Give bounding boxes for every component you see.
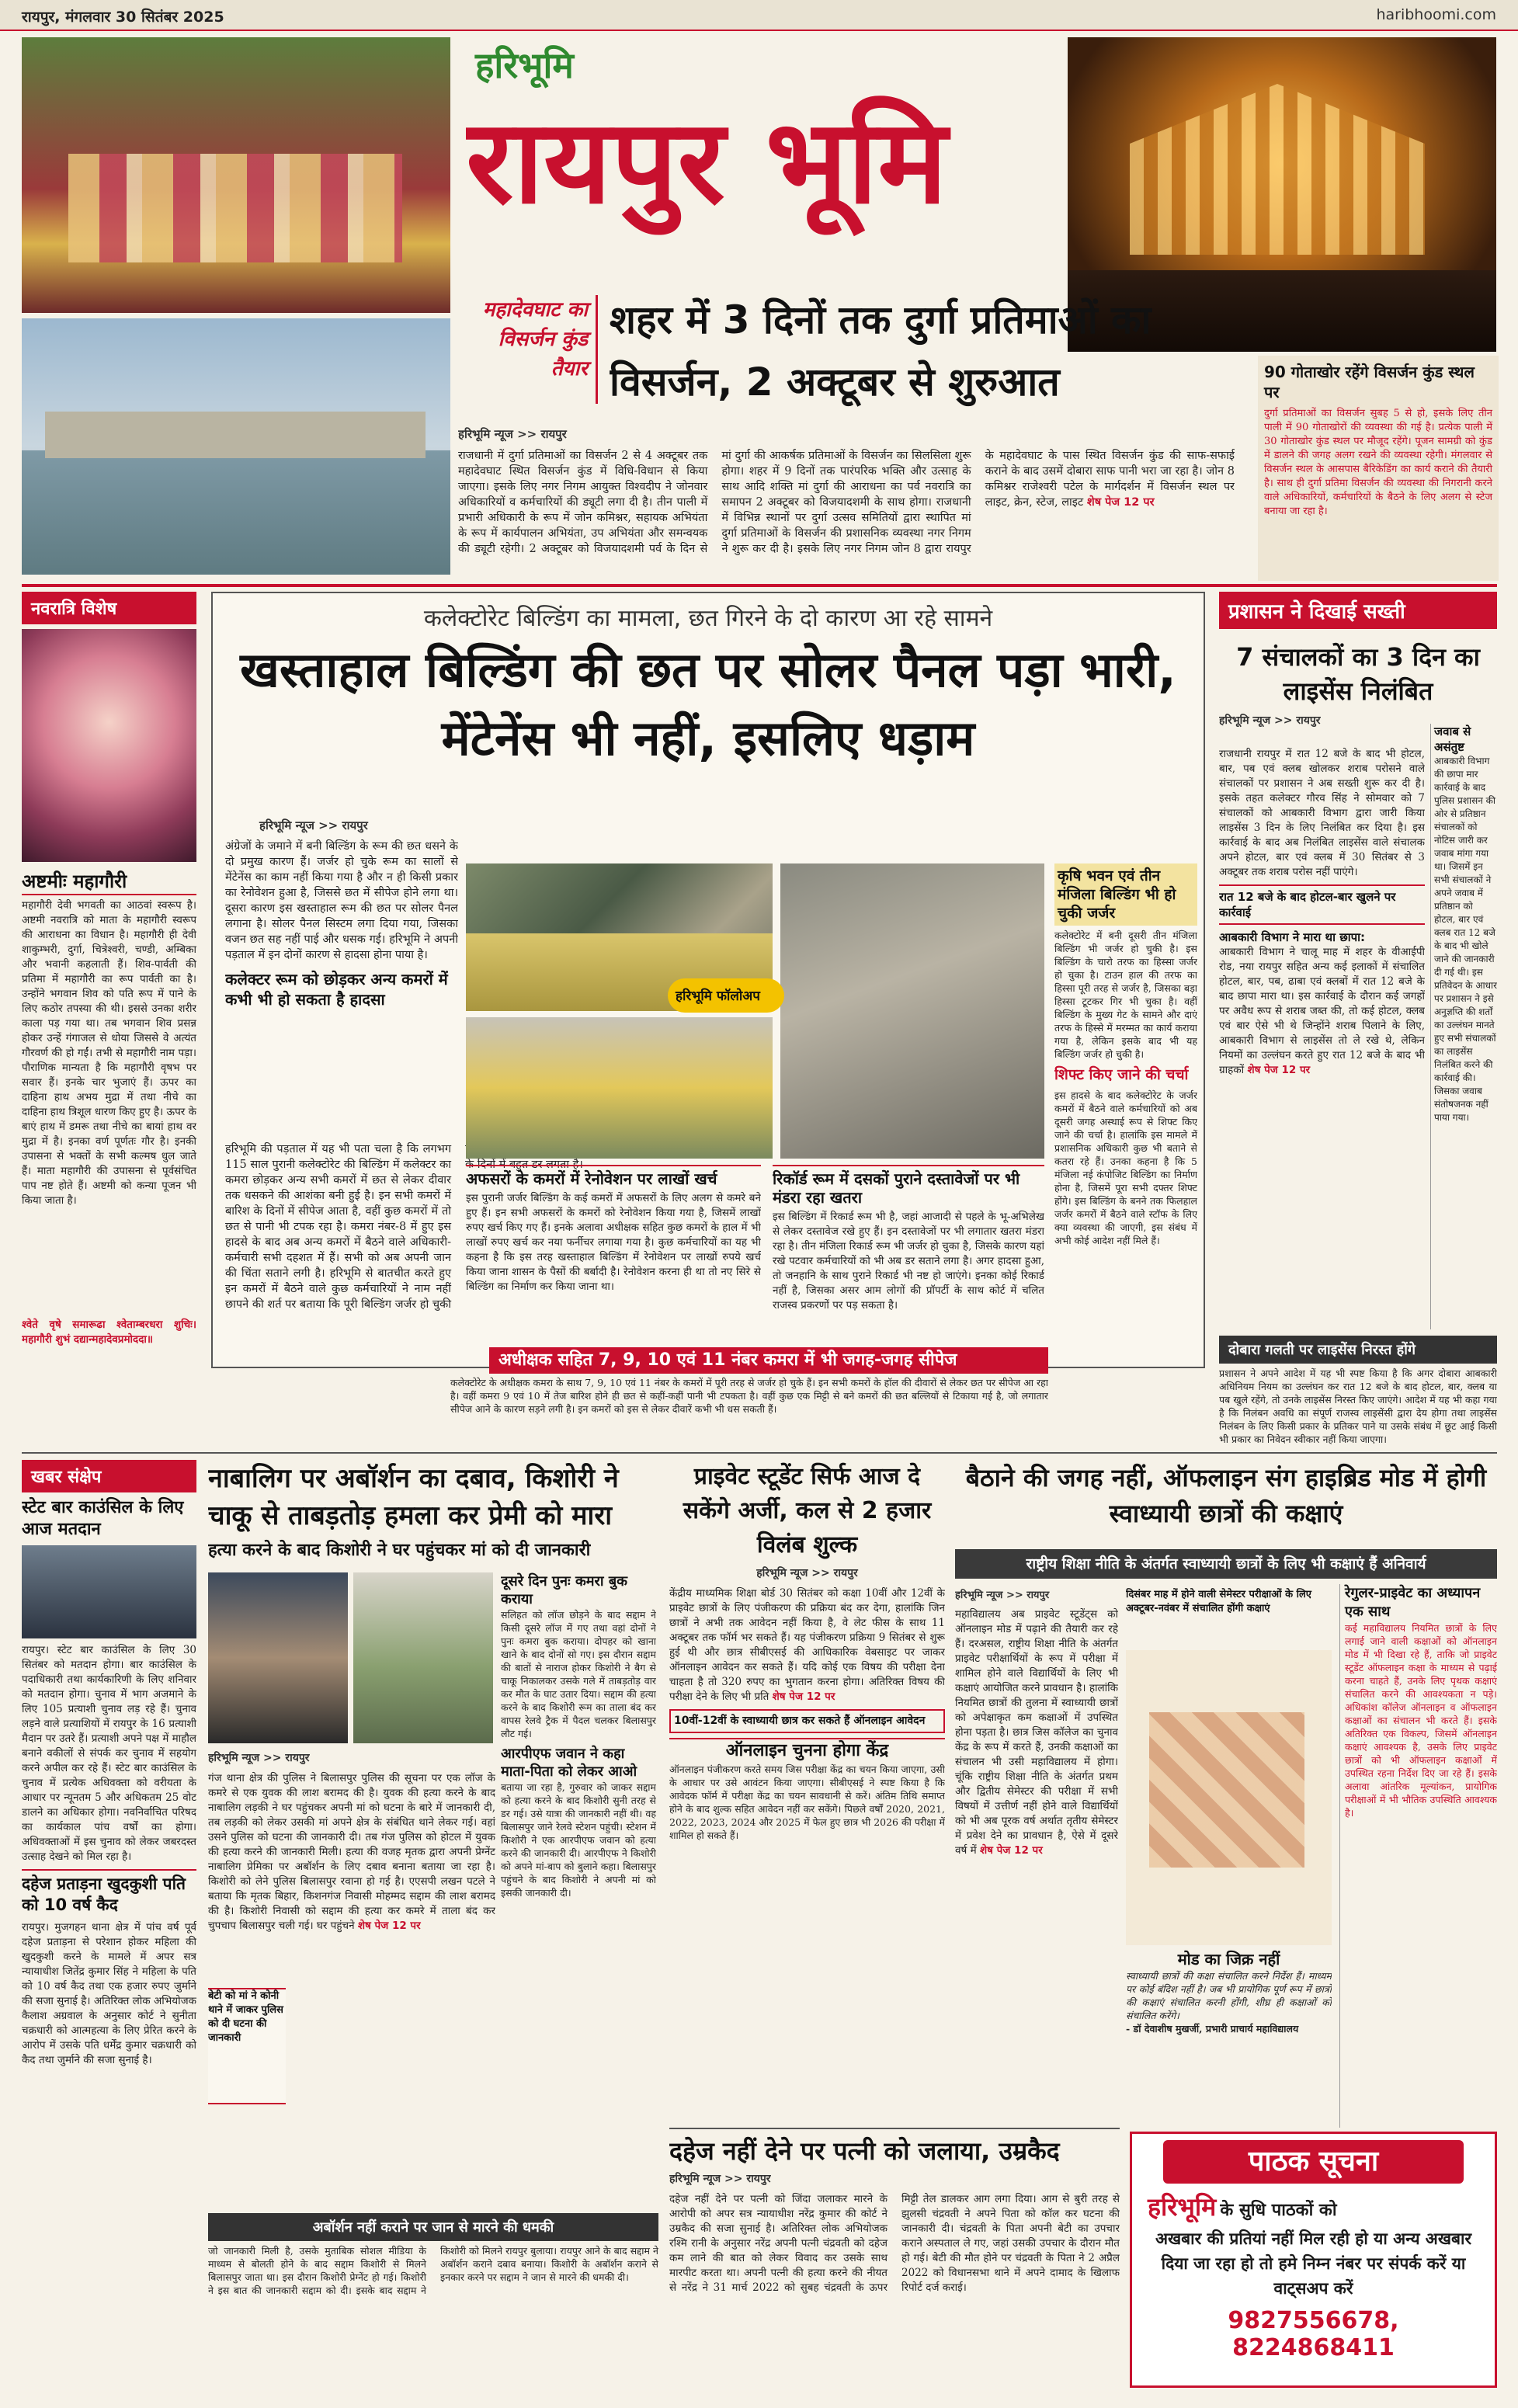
divers-box xyxy=(1258,356,1499,581)
abortion-threat-title: अबॉर्शन नहीं कराने पर जान से मारने की धमकी xyxy=(208,2213,658,2241)
lead-continued-link[interactable]: शेष पेज 12 पर xyxy=(1086,496,1155,509)
notice-line1: के सुधि पाठकों को xyxy=(1220,2201,1337,2220)
navratri-mantra: श्वेते वृषे समारूढा श्वेताम्बरधरा शुचिः। महागौरी शुभं दद्यान्महादेवप्रमोददा॥ xyxy=(22,1319,196,1346)
hybrid-side-title: रेगुलर-प्राइवेट का अध्यापन एक साथ xyxy=(1345,1585,1481,1620)
hybrid-quote-title: मोड का जिक्र नहीं xyxy=(1177,1950,1280,1968)
minor-pull: बेटी को मां ने कोनी थाने में जाकर पुलिस को दी घटना की जानकारी xyxy=(208,1988,286,2104)
minor-side-body: सलिहत को लॉज छोड़ने के बाद सद्दाम ने किसी दूसरे लॉज में गए तथा वहां दोनों ने पुनः कमरा बुक कराया। दोपहर को खाना खाने के बाद दोनों सो गए। इस दौरान सद्दाम की बातों से नाराज होकर किशोरी ने बैग से चाकू निकालकर उसके गले में ताबड़तोड़ वार कर मौत के घाट उतार दिया। सद्दाम की हत्या करने के बाद किशोरी रूम का ताला बंद कर वापस रेलवे ट्रैक में पैदल चलकर बिलासपुर लौट गई। xyxy=(501,1609,656,1739)
notice-title: पाठक सूचना xyxy=(1163,2140,1464,2184)
cancel-license-body: प्रशासन ने अपने आदेश में यह भी स्पष्ट किया है कि अगर दोबारा आबकारी अधिनियम नियम का उल्लंघन कर रात 12 बजे के बाद होटल, बार, क्लब या पब खुले रहेंगे, तो उनके लाइसेंस निरस्त किए जाएंगे। आदेश में यह भी कहा गया है कि निलंबन अवधि का संपूर्ण राजस्व लाइसेंसी द्वारा देय होगा तथा लाइसेंस निलंबन के लिए किसी प्रकार के प्रतिकर पाने या उसके संबंध में छूट आई किसी भी प्रकार का निवेदन स्वीकार नहीं किया जाएगा। xyxy=(1219,1367,1497,1444)
classroom-illustration xyxy=(1126,1650,1332,1945)
hybrid-kicker: राष्ट्रीय शिक्षा नीति के अंतर्गत स्वाध्यायी छात्रों के लिए भी कक्षाएं हैं अनिवार्य xyxy=(955,1549,1497,1579)
lead-story xyxy=(458,423,1235,579)
private-headline: प्राइवेट स्टूडेंट सिर्फ आज दे सकेंगे अर्जी, कल से 2 हजार विलंब शुल्क xyxy=(683,1463,932,1558)
seepage-text: कलेक्टोरेट के अधीक्षक कमरा के साथ 7, 9, 10 एवं 11 नंबर के कमरों में पूरी तरह से जर्जर हो चुके हैं। इन सभी कमरों के हॉल की दीवारों से लेकर छत पर सीपेज आ रहा है। वहीं कमरा 9 एवं 10 में तेज बारिश होने ही छत से कहीं-कहीं पानी भी टपकता है। वहीं कुछ एक मिट्टी से बने कमरों की छत बल्लियों से टिकाया गई है, जो लगातार सीपेज आने के कारण सड़ने लगी है। इन कमरों को इस से लेकर दीवारें कभी भी धस सकती हैं। xyxy=(450,1377,1048,1415)
private-continued-link[interactable]: शेष पेज 12 पर xyxy=(772,1690,835,1703)
private-sub: ऑनलाइन चुनना होगा केंद्र xyxy=(669,1738,945,1763)
brief2-body: रायपुर। मुजगहन थाना क्षेत्र में पांच वर्ष पूर्व दहेज प्रताड़ना से परेशान होकर महिला की खुदकुशी करने के मामले में अपर सत्र न्यायाधीश जितेंद्र कुमार सिंह ने महिला के पति को 10 वर्ष कैद तथा एक हजार रुपए जुर्माने की सजा सुनाई है। अतिरिक्त लोक अभियोजक कैलाश अग्रवाल के अनुसार कोर्ट ने सुनीता चक्रधारी को आत्महत्या के लिए प्रेरित करने के आरोप में उसके पति धर्मेंद्र कुमार चक्रधारी को कैद तथा जुर्माने की सजा सुनाई है। xyxy=(22,1921,196,2066)
main-body: अंग्रेजों के जमाने में बनी बिल्डिंग के रूम की छत धसने के दो प्रमुख कारण हैं। जर्जर हो चुके रूम का सालों से मेंटेनेंस का काम नहीं किया गया है और न ही किसी प्रकार का रेनोवेशन हुआ है, जिससे छत में सीपेज होने लगा था। दूसरा कारण इस खस्ताहाल रूम की छत पर सोलर पैनल लगाना है। सोलर पैनल सिस्टम लगा दिया गया, जिसका वजन छत सह नहीं पाई और धसक गई। हरिभूमि ने अपनी पड़ताल में इन दोनों कारण से हादसा होना पाया है। xyxy=(225,840,458,961)
record-room-title: रिकॉर्ड रूम में दसकों पुराने दस्तावेजों पर भी मंडरा रहा खतरा xyxy=(773,1165,1044,1207)
main-sub1: कलेक्टर रूम को छोड़कर अन्य कमरों में कभी भी हो सकता है हादसा xyxy=(225,970,448,1009)
admin-byline: हरिभूमि न्यूज >> रायपुर xyxy=(1219,714,1321,727)
section-divider xyxy=(22,584,1497,587)
hybrid-pull: दिसंबर माह में होने वाली सेमेस्टर परीक्षाओं के लिए अक्टूबर-नवंबर में संचालित होंगी कक्षाएं xyxy=(1126,1589,1311,1614)
hybrid-headline: बैठाने की जगह नहीं, ऑफलाइन संग हाइब्रिड मोड में होगी स्वाध्यायी छात्रों की कक्षाएं xyxy=(965,1463,1487,1528)
minor-main xyxy=(208,1747,495,2205)
admin-sub: आबकारी विभाग ने मारा था छापा: xyxy=(1219,930,1366,944)
navratri-column xyxy=(22,592,196,1368)
admin-body2: आबकारी विभाग ने चालू माह में शहर के वीआईपी रोड, नया रायपुर सहित अन्य कई इलाकों में संचालित होटल, बार, पब, ढाबा एवं क्लबों में रात 12 बजे के बाद छापा मारा था। इस कार्रवाई के दौरान कई जगहों पर अवैध रूप से शराब जब्त की, तो कई होटल, क्लब एवं बार ऐसे भी थे जिन्होंने शराब पिलाने के लिए, आबकारी विभाग से लाइसेंस तो ले रखे थे, लेकिन नियमों का उल्लंघन करते हुए रात 12 बजे के बाद भी ग्राहकों शेष पेज 12 पर xyxy=(1219,946,1425,1076)
briefs-column xyxy=(22,1460,196,2392)
krishi-body2: इस हादसे के बाद कलेक्टोरेट के जर्जर कमरों में बैठने वाले कर्मचारियों को अब दूसरी जगह अस्थाई रूप से शिफ्ट किए जाने की चर्चा है। हालांकि इस मामले में प्रशासनिक अधिकारी कुछ भी बताने से कतरा रहे हैं। उनका कहना है कि 5 मंजिला नई कंपोजिट बिल्डिंग का निर्माण होना है, जिसमें पूरा सभी दफ्तर शिफ्ट होंगे। इस बिल्डिंग के बनने तक फिलहाल जर्जर कमरों में बैठने वाले स्टॉफ के लिए क्या व्यवस्था की जाएगी, इस संबंध में अभी कोई आदेश नहीं मिले हैं। xyxy=(1054,1089,1197,1246)
reader-notice xyxy=(1130,2132,1497,2388)
krishi-column xyxy=(1054,863,1197,1360)
minor-continued-link[interactable]: शेष पेज 12 पर xyxy=(357,1920,421,1932)
admin-pull-quote: रात 12 बजे के बाद होटल-बार खुलने पर कार्रवाई xyxy=(1219,884,1425,925)
admin-continued-link[interactable]: शेष पेज 12 पर xyxy=(1247,1064,1311,1076)
durga-idols-photo xyxy=(22,37,450,313)
briefs-label: खबर संक्षेप xyxy=(22,1460,196,1492)
section-divider-2 xyxy=(22,1452,1497,1454)
cancel-license-box xyxy=(1219,1336,1497,1444)
mahagauri-image xyxy=(22,629,196,862)
minor-body: गंज थाना क्षेत्र की पुलिस ने बिलासपुर पुलिस की सूचना पर एक लॉज के कमरे से एक युवक की लाश बरामद की है। युवक की हत्या करने के बाद नाबालिग लड़की ने घर पहुंचकर अपनी मां को घटना के बारे में जानकारी दी, तब लड़की को लेकर उसकी मां अपने क्षेत्र के संबंधित थाने लेकर गई। वहां उसने पुलिस को घटना की जानकारी दी। तब गंज पुलिस को होटल में युवक की हत्या करने की जानकारी मिली। हत्या की वजह मृतक द्वारा अपनी प्रेग्नेंट नाबालिग प्रेमिका पर अबॉर्शन के लिए दबाव बनाना बताया जा रहा है। किशोरी को लेने पुलिस बिलासपुर रवाना हो गई है। एएसपी लखन पटले ने बताया कि मृतक बिहार, किशनगंज निवासी मोहम्मद सद्दाम की लाश बरामद की है। किशोरी निवासी को सद्दाम की हत्या कर कमरे में ताला बंद कर चुपचाप बिलासपुर चली गई। घर पहुंचने शेष पेज 12 पर xyxy=(208,1772,495,1932)
hybrid-side-body: कई महाविद्यालय नियमित छात्रों के लिए लगाई जाने वाली कक्षाओं को ऑनलाइन मोड में भी दिखा रहे हैं, ताकि जो प्राइवेट स्टूडेंट ऑफलाइन कक्षा के माध्यम से पढ़ाई करना चाहते हैं, उनके लिए पृथक कक्षाएं संचालित करने की आवश्यकता न पड़े। अधिकांश कॉलेज ऑनलाइन व ऑफलाइन कक्षाओं का संचालन भी करते हैं। इसके अतिरिक्त एक विकल्प, जिसमें ऑनलाइन कक्षाएं आवश्यक है, उसके लिए प्राइवेट छात्रों को भी ऑफलाइन कक्षाओं में उपस्थित रहना निर्देश दिए जा रहे हैं। इसके अलावा आंतरिक मूल्यांकन, प्रायोगिक परीक्षाओं में भी भौतिक उपस्थिति आवश्यक है। xyxy=(1345,1622,1497,1819)
admin-side-title: जवाब से असंतुष्ट xyxy=(1434,724,1471,754)
top-date-bar xyxy=(0,0,1518,31)
notice-phones[interactable]: 9827556678, 8224868411 xyxy=(1228,2307,1399,2361)
notice-body: अखबार की प्रतियां नहीं मिल रही हो या अन्य अखबार दिया जा रहा हो तो हमे निम्न नंबर पर संपर्क करें या वाट्सअप करें xyxy=(1155,2229,1472,2298)
brief2-title: दहेज प्रताड़ना खुदकुशी पति को 10 वर्ष कैद xyxy=(22,1869,196,1916)
minor-deck: हत्या करने के बाद किशोरी ने घर पहुंचकर मां को दी जानकारी xyxy=(208,1541,591,1560)
private-body2: ऑनलाइन पंजीकरण करते समय जिस परीक्षा केंद्र का चयन किया जाएगा, उसी के आधार पर उसे आवंटन किया जाएगा। सीबीएसई ने स्पष्ट किया है कि आवेदक फॉर्म में परीक्षा केंद्र का चयन सावधानी से करें। अंतिम तिथि समाप्त होने के बाद शुल्क सहित आवेदन नहीं कर सकेंगे। पिछले वर्षों 2020, 2021, 2022, 2023, 2024 और 2025 में फेल हुए छात्र भी 2026 की परीक्षा में शामिल हो सकते हैं। xyxy=(669,1763,945,1841)
police-photo xyxy=(353,1572,493,1743)
main-kicker: कलेक्टोरेट बिल्डिंग का मामला, छत गिरने के दो कारण आ रहे सामने xyxy=(423,605,993,632)
dowry-byline: हरिभूमि न्यूज >> रायपुर xyxy=(669,2173,771,2185)
lead-headline: शहर में 3 दिनों तक दुर्गा प्रतिमाओं का विसर्जन, 2 अक्टूबर से शुरुआत xyxy=(610,297,1152,405)
lead-body: राजधानी में दुर्गा प्रतिमाओं का विसर्जन 2 से 4 अक्टूबर तक महादेवघाट स्थित विसर्जन कुंड में विधि-विधान से किया जाएगा। इसके लिए नगर निगम आयुक्त विश्वदीप ने जोनवार अधिकारियों व कर्मचारियों की ड्यूटी लगा दी है। तीन पाली में प्रभारी अधिकारी के रूप में जोन कमिश्नर, सहायक अभियंता के रूप में कार्यपालन अभियंता, उप अभियंता और समन्वयक की ड्यूटी रहेगी। 2 अक्टूबर को विजयादशमी पर्व के दिन से मां दुर्गा की आकर्षक प्रतिमाओं के विसर्जन का सिलसिला शुरू होगा। शहर में 9 दिनों तक पारंपरिक भक्ति और उत्साह के साथ आदि शक्ति मां दुर्गा की आराधना का पर्व नवरात्रि का समापन 2 अक्टूबर को विजयादशमी के साथ होगा। राजधानी में विभिन्न स्थानों पर दुर्गा उत्सव समितियों द्वारा स्थापित मां दुर्गा प्रतिमाओं के विसर्जन की प्रशासनिक व्यवस्था नगर निगम ने शुरू कर दी है। इसके लिए नगर निगम जोन 8 द्वारा रायपुर के महादेवघाट के पास स्थित विसर्जन कुंड की साफ-सफाई कराने के बाद उसमें दोबारा साफ पानी भरा जा रहा है। जोन 8 कमिश्नर राजेश्वरी पटेल के मार्गदर्शन में विसर्जन स्थल पर लाइट, क्रेन, स्टेज, लाइट शेष पेज 12 पर xyxy=(458,450,1235,555)
record-room-story xyxy=(773,1165,1044,1343)
cancel-license-title: दोबारा गलती पर लाइसेंस निरस्त होंगे xyxy=(1219,1336,1497,1364)
masthead-title: रायपुर भूमि xyxy=(466,95,947,230)
hybrid-quote xyxy=(1126,1949,1332,2104)
record-room-body: इस बिल्डिंग में रिकार्ड रूम भी है, जहां आजादी से पहले के भू-अभिलेख से लेकर दस्तावेज रखे हुए हैं। इन दस्तावेजों पर भी लगातार खतरा मंडरा रहा है। तीन मंजिला रिकार्ड रूम भी जर्जर हो चुका है, जिसके कारण यहां रखे पटवार कर्मचारियों को भी अब डर सताने लगा है। अगर हादसा हुआ, तो जनहानि के साथ पुराने रिकार्ड भी नष्ट हो जाएंगे। इनका कोई रिकार्ड नहीं है, जिसका असर आम लोगों की प्रॉपर्टी के साथ कोर्ट में चलित राजस्व प्रकरणों पर पड़ सकता है। xyxy=(773,1211,1044,1312)
lead-tag: महादेवघाट का विसर्जन कुंड तैयार xyxy=(466,295,598,404)
krishi-body: कलेक्टोरेट में बनी दूसरी तीन मंजिला बिल्डिंग भी जर्जर हो चुकी है। इस बिल्डिंग के चारो तरफ का हिस्सा जर्जर हो चुका है। टाउन हाल की तरफ का हिस्सा पूरी तरह से जर्जर है, जिसका बड़ा हिस्सा टूटकर गिर भी चुका है। वहीं बिल्डिंग के मुख्य गेट के सामने और दाएं तरफ के हिस्से में मरम्मत का कार्य कराया गया है, लेकिन इसके बाद भी यह बिल्डिंग जर्जर हो चुकी है। xyxy=(1054,929,1197,1060)
dowry-body: दहेज नहीं देने पर पत्नी को जिंदा जलाकर मारने के आरोपी को अपर सत्र न्यायाधीश नरेंद्र कुमार की कोर्ट ने उम्रकैद की सजा सुनाई है। अतिरिक्त लोक अभियोजक रश्मि रानी के अनुसार नरेंद्र अपनी पत्नी चंद्रवती को दहेज कम लाने की बात को लेकर विवाद कर उसके साथ मारपीट करता था। अपनी पत्नी की हत्या करने की नीयत से नरेंद्र ने 31 मार्च 2022 को सुबह चंद्रवती के ऊपर मिट्टी तेल डालकर आग लगा दिया। आग से बुरी तरह से झुलसी चंद्रवती ने अपने पिता को कॉल कर घटना की जानकारी दी। चंद्रवती के पिता अपनी बेटी का उपचार कराने अस्पताल ले गए, जहां उसकी उपचार के दौरान मौत हो गई। बेटी की मौत होने पर चंद्रवती के पिता ने 2 अप्रैल 2022 को विधानसभा थाने में अपने दामाद के खिलाफ रिपोर्ट दर्ज कराई। xyxy=(669,2193,1120,2294)
admin-side-body: आबकारी विभाग की छापा मार कार्रवाई के बाद पुलिस प्रशासन की ओर से प्रतिष्ठान संचालकों को नोटिस जारी कर जवाब मांगा गया था। जिसमें इन सभी संचालकों ने अपने जवाब में प्रतिष्ठान को होटल, बार एवं क्लब रात 12 बजे के बाद भी खोले जाने की जानकारी दी गई थी। इस प्रतिवेदन के आधार पर प्रशासन ने इसे अनुज्ञप्ति की शर्तों का उल्लंघन मानते हुए सभी संचालकों का लाइसेंस निलंबित करने की कार्रवाई की। जिसका जवाब संतोषजनक नहीं पाया गया। xyxy=(1434,756,1497,1123)
seepage-strip: अधीक्षक सहित 7, 9, 10 एवं 11 नंबर कमरा में भी जगह-जगह सीपेज xyxy=(489,1347,1048,1374)
admin-label: प्रशासन ने दिखाई सख्ती xyxy=(1219,592,1497,629)
private-body: केंद्रीय माध्यमिक शिक्षा बोर्ड 30 सितंबर को कक्षा 10वीं और 12वीं के प्राइवेट छात्रों के लिए पंजीकरण की प्रक्रिया बंद कर देगा, हालांकि जिन छात्रों ने अभी तक आवेदन नहीं किया है, वे लेट फीस के साथ 11 अक्टूबर तक फॉर्म भर सकते हैं। यह पंजीकरण प्रक्रिया 9 सितंबर से शुरू हुई थी और छात्र सीबीएसई की आधिकारिक वेबसाइट पर जाकर ऑनलाइन आवेदन कर सकते हैं। यदि कोई एक विषय की परीक्षा देना चाहता है तो 320 रुपए का भुगतान करना होगा। अतिरिक्त विषय की परीक्षा देने के लिए भी प्रति शेष पेज 12 पर xyxy=(669,1587,945,1703)
main-headline: खस्ताहाल बिल्डिंग की छत पर सोलर पैनल पड़ा भारी, मेंटेनेंस भी नहीं, इसलिए धड़ाम xyxy=(240,641,1176,766)
dowry-story xyxy=(669,2128,1120,2392)
brief1-title: स्टेट बार काउंसिल के लिए आज मतदान xyxy=(22,1498,184,1539)
admin-headline: 7 संचालकों का 3 दिन का लाइसेंस निलंबित xyxy=(1236,642,1480,706)
navratri-label: नवरात्रि विशेष xyxy=(22,592,196,624)
renovation-body: इस पुरानी जर्जर बिल्डिंग के कई कमरों में अफसरों के लिए अलग से कमरे बने हुए हैं। इन सभी अफसरों के कमरों को रेनोवेशन किया गया है, जिसमें लाखों रुपए खर्च किए गए हैं। इनके अलावा अधीक्षक सहित कुछ कमरों के हाल में भी लाखों रुपए खर्च कर नया फर्नीचर लगाया गया है। कुछ कर्मचारियों का यह भी कहना है कि इस तरह खस्ताहाल बिल्डिंग में रेनोवेशन पर लाखों रुपये खर्च किया जाना शासन के पैसों की बर्बादी है। रेनोवेशन करना ही था तो नए सिरे से बिल्डिंग का निर्माण कर किया जाना था। xyxy=(466,1192,761,1293)
bar-council-photo xyxy=(22,1545,196,1638)
hybrid-byline: हरिभूमि न्यूज >> रायपुर xyxy=(955,1590,1050,1601)
private-pull: 10वीं-12वीं के स्वाध्यायी छात्र कर सकते हैं ऑनलाइन आवेदन xyxy=(669,1709,945,1733)
renovation-story xyxy=(466,1165,761,1343)
navratri-title: अष्टमीः महागौरी xyxy=(22,868,196,895)
hybrid-quote-body: स्वाध्यायी छात्रों की कक्षा संचालित करने निर्देश हैं। माध्यम पर कोई बंदिश नहीं है। जब भी प्रायोगिक पूर्ण रूप में छात्रों की कक्षाएं संचालित करनी होंगी, शीघ्र ही कक्षाओं को संचालित करेंगे। xyxy=(1126,1970,1332,2021)
collectorate-building-photo-3 xyxy=(466,1017,773,1159)
private-byline: हरिभूमि न्यूज >> रायपुर xyxy=(756,1567,858,1579)
hybrid-quote-author: - डॉ देवाशीष मुखर्जी, प्रभारी प्राचार्य महाविद्यालय xyxy=(1126,2023,1299,2034)
minor-sub: दूसरे दिन पुनः कमरा बुक कराया xyxy=(501,1573,627,1607)
minor-sub2: आरपीएफ जवान ने कहा माता-पिता को लेकर आओ xyxy=(501,1746,637,1780)
abortion-threat-strip xyxy=(208,2213,658,2392)
visarjan-kund-photo xyxy=(22,318,450,575)
hybrid-side xyxy=(1339,1584,1497,2128)
hybrid-continued-link[interactable]: शेष पेज 12 पर xyxy=(979,1844,1043,1857)
brief1-body: रायपुर। स्टेट बार काउंसिल के लिए 30 सितंबर को मतदान होगा। बार काउंसिल के पदाधिकारी तथा कार्यकारिणी के लिए शनिवार को मतदान होगा। चुनाव में भाग अजमाने के लिए 105 प्रत्याशी चुनाव लड़ रहे हैं। चुनाव लड़ने वाले प्रत्याशियों में रायपुर के 16 प्रत्याशी मैदान पर उतरे हैं। प्रत्याशी अपने पक्ष में माहौल बनाने वकीलों से संपर्क कर चुनाव में सहयोग करने अपील कर रहे हैं। स्टेट बार काउंसिल के चुनाव में प्रत्येक अधिवक्ता को वरीयता के आधार पर न्यूनतम 5 और अधिकतम 25 वोट डालने का अधिकार होगा। नवनिर्वाचित परिषद का कार्यकाल पांच वर्षों का होगा। अधिवक्ताओं में इस चुनाव को लेकर जबरदस्त उत्साह देखने को मिल रहा है। xyxy=(22,1644,196,1863)
dowry-headline: दहेज नहीं देने पर पत्नी को जलाया, उम्रकैद xyxy=(669,2128,1120,2168)
hybrid-main xyxy=(955,1584,1118,2128)
navratri-body: महागौरी देवी भगवती का आठवां स्वरूप है। अष्टमी नवरात्रि को माता के महागौरी स्वरूप की आराधना का विधान है। महागौरी ही देवी शाकुम्भरी, दुर्गा, चित्रेश्वरी, चण्डी, अम्बिका और भवानी कहलाती हैं। शिव-पार्वती की प्रतिमा में महागौरी का रूप पार्वती का है। उन्होंने भगवान शिव को पति रूप में पाने के लिए कठोर तपस्या की थी। इससे उनका शरीर काला पड़ गया था। तब भगवान शिव प्रसन्न होकर उन्हें गंगाजल से धोया जिससे वे अत्यंत गौरवर्ण की हो गईं। तभी से महागौरी नाम पड़ा। पौराणिक मान्यता है कि महागौरी वृषभ पर सवार हैं। इनके चार भुजाएं हैं। ऊपर का दाहिना हाथ अभय मुद्रा में तथा नीचे का दाहिना हाथ त्रिशूल धारण किए हुए है। ऊपर के बाएं हाथ में डमरू तथा नीचे का बायां हाथ वर मुद्रा में है। इनका वर्ण पूर्णतः गौर है। इनकी उपासना से भक्तों के सभी कल्मष धुल जाते हैं। माता महागौरी की उपासना से पूर्वसंचित पाप नष्ट होते हैं। अष्टमी को कन्या पूजन भी किया जाता है। xyxy=(22,899,196,1207)
admin-main xyxy=(1219,747,1425,1337)
minor-byline: हरिभूमि न्यूज >> रायपुर xyxy=(208,1752,310,1764)
lead-byline: हरिभूमि न्यूज >> रायपुर xyxy=(458,427,567,441)
admin-side xyxy=(1430,724,1497,1329)
main-byline: हरिभूमि न्यूज >> रायपुर xyxy=(259,818,368,832)
abortion-threat-body: जो जानकारी मिली है, उसके मुताबिक सोशल मीडिया के माध्यम से बोलती होने के बाद सद्दाम किशोरी से मिलने बिलासपुर जाता था। इस दौरान किशोरी प्रेग्नेंट हो गई। किशोरी ने इस बात की जानकारी सद्दाम को दी। इसके बाद सद्दाम ने किशोरी को मिलने रायपुर बुलाया। रायपुर आने के बाद सद्दाम ने अबॉर्शन कराने दबाव बनाया। किशोरी के अबॉर्शन कराने से इनकार करने पर सद्दाम ने जान से मारने की धमकी दी। xyxy=(208,2245,658,2296)
krishi-sub: शिफ्ट किए जाने की चर्चा xyxy=(1054,1066,1189,1083)
notice-brand: हरिभूमि xyxy=(1148,2192,1217,2222)
masthead xyxy=(466,40,1056,289)
main-body2: हरिभूमि की पड़ताल में यह भी पता चला है कि लगभग 115 साल पुरानी कलेक्टोरेट की बिल्डिंग में कलेक्टर का कमरा छोड़कर अन्य सभी कमरों में छत से लेकर दीवार तक धसकने की आशंका बनी हुई है। इन सभी कमरों में बारिश के दिनों में सीपेज आता है, वहीं कुछ कमरों में तो छत से पानी भी टपक रहा है। कमरा नंबर-8 में हुए इस हादसे के बाद अब अन्य कमरों में बैठने वाले अधिकारी-कर्मचारी सभी दहशत में हैं। सभी को अब अपनी जान की चिंता सताने लगी है। हरिभूमि से बातचीत करते हुए इन कमरों में बैठने वाले कुछ कर्मचारियों ने नाम नहीं छापने की शर्त पर बताया कि पूरी बिल्डिंग जर्जर हो चुकी के दिनों में बहुत डर लगता है। xyxy=(225,1143,583,1311)
divers-title: 90 गोताखोर रहेंगे विसर्जन कुंड स्थल पर xyxy=(1264,363,1475,401)
minor-side-body2: बताया जा रहा है, गुरुवार को जाकर सद्दाम को हत्या करने के बाद किशोरी सुनी तरह से डर गई। उसे यात्रा की जानकारी नहीं थी। वह बिलासपुर जाने रेलवे स्टेशन पहुंची। स्टेशन में किशोरी ने एक आरपीएफ जवान को हत्या करने की जानकारी दी। आरपीएफ ने किशोरी को अपने मां-बाप को बुलाने कहा। बिलासपुर पहुंचने के बाद किशोरी ने अपनी मां को इसकी जानकारी दी। xyxy=(501,1781,656,1899)
renovation-title: अफसरों के कमरों में रेनोवेशन पर लाखों खर्च xyxy=(466,1165,761,1188)
minor-headline: नाबालिग पर अबॉर्शन का दबाव, किशोरी ने चाकू से ताबड़तोड़ हमला कर प्रेमी को मारा xyxy=(208,1463,619,1531)
accused-youth-photo xyxy=(208,1572,348,1743)
hybrid-body: महाविद्यालय अब प्राइवेट स्टूडेंट्स को ऑनलाइन मोड में पढ़ाने की तैयारी कर रहे हैं। दरअसल, राष्ट्रीय शिक्षा नीति के अंतर्गत प्राइवेट परीक्षार्थियों के रूप में परीक्षा में शामिल होने वाले विद्यार्थियों के लिए भी कक्षाएं आयोजित करने प्रावधान है। हालांकि नियमित छात्रों की तुलना में स्वाध्यायी छात्रों को अपेक्षाकृत कम कक्षाओं में उपस्थित होना पड़ता है। छात्र जिस कॉलेज का चुनाव केंद्र के रूप में करते हैं, उनकी कक्षाओं का संचालन भी उसी महाविद्यालय में होगा। चूंकि राष्ट्रीय शिक्षा नीति के अंतर्गत प्रथम और द्वितीय सेमेस्टर की परीक्षा में सभी विषयों में उत्तीर्ण नहीं होने वाले विद्यार्थियों को भी अब पूरक वर्ष अर्थात तृतीय सेमेस्टर में प्रवेश देने का प्रावधान है, ऐसे में दूसरे वर्ष में शेष पेज 12 पर xyxy=(955,1608,1118,1857)
minor-side xyxy=(501,1572,656,2209)
hybrid-story xyxy=(955,1460,1497,1545)
divers-body: दुर्गा प्रतिमाओं का विसर्जन सुबह 5 से हो, इसके लिए तीन पाली में 90 गोताखोरों की व्यवस्था की गई है। प्रत्येक पाली में 30 गोताखोर कुंड स्थल पर मौजूद रहेंगे। पूजन सामग्री को कुंड में डालने की जगह अलग रखने की व्यवस्था रहेगी। मंगलवार से विसर्जन स्थल के आसपास बैरिकेडिंग का कार्य कराने की तैयारी है। साथ ही दुर्गा प्रतिमा विसर्जन की व्यवस्था की निगरानी करने वाले अधिकारियों, कर्मचारियों के बैठने के लिए अलग से स्टेज बनाया जा रहा है। xyxy=(1264,408,1492,517)
followup-badge: हरिभूमि फॉलोअप xyxy=(668,978,784,1013)
collectorate-building-photo-2 xyxy=(780,863,1044,1159)
krishi-title: कृषि भवन एवं तीन मंजिला बिल्डिंग भी हो चुकी जर्जर xyxy=(1054,863,1197,926)
website-link[interactable]: haribhoomi.com xyxy=(1376,6,1496,23)
brand-logo: हरिभूमि xyxy=(475,44,574,86)
admin-body: राजधानी रायपुर में रात 12 बजे के बाद भी होटल, बार, पब एवं क्लब खोलकर शराब परोसने वाले संचालकों पर प्रशासन ने अब सख्ती शुरू कर दी है। इसके तहत कलेक्टर गौरव सिंह ने सोमवार को 7 संचालकों को आबकारी विभाग द्वारा जारी किया लाइसेंस 3 दिन के लिए निलंबित कर दिया है। इस कार्रवाई के बाद अब निलंबित लाइसेंस वाले संचालक अपने होटल, बार एवं क्लब में 30 सितंबर से 3 अक्टूबर तक शराब परोस नहीं पाएंगे। xyxy=(1219,748,1425,878)
issue-date: रायपुर, मंगलवार 30 सितंबर 2025 xyxy=(22,9,224,26)
private-story xyxy=(669,1460,945,2104)
